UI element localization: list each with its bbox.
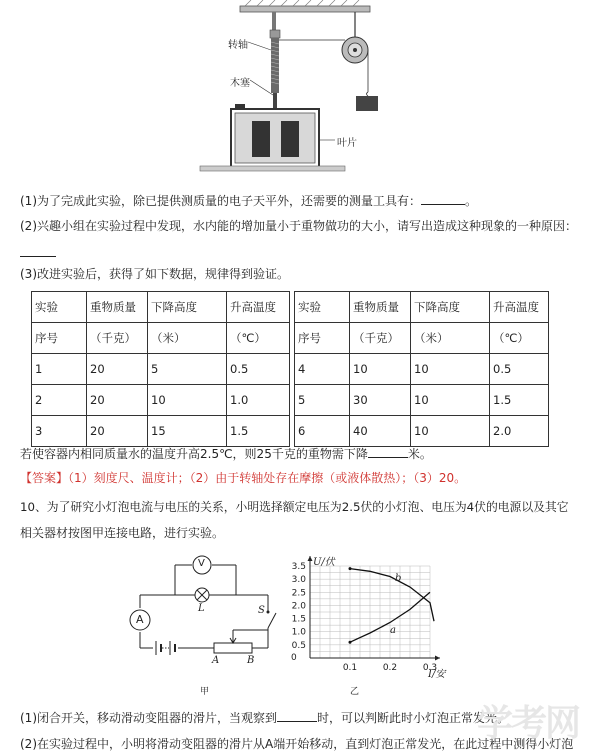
table-header-row: 实验 重物质量 下降高度 升高温度 实验 重物质量 下降高度 升高温度 <box>32 292 549 323</box>
question-10-1: (1)闭合开关，移动滑动变阻器的滑片，当观察到 时，可以判断此时小灯泡正常发光。 <box>20 711 510 725</box>
y-tick-label: 3.0 <box>291 575 306 586</box>
terminal-a-label: A <box>212 655 220 666</box>
curve-a-label: a <box>390 625 396 636</box>
x-axis-arrow <box>435 656 440 661</box>
curve-b-label: b <box>395 573 402 584</box>
question-10-2: (2)在实验过程中，小明将滑动变阻器的滑片从A端开始移动，直到灯泡正常发光，在此过程中测得小灯泡 <box>20 737 574 751</box>
graph-xlabel: I/安 <box>428 669 446 680</box>
question-2: (2)兴趣小组在实验过程中发现，水内能的增加量小于重物做功的大小，请写出造成这种现象的一种原因： <box>20 219 578 233</box>
question-3: (3)改进实验后，获得了如下数据，规律得到验证。 <box>20 267 289 281</box>
blade-label: 叶片 <box>337 138 357 149</box>
terminal-b-label: B <box>247 655 255 666</box>
x-tick-label: 0.1 <box>342 663 358 673</box>
voltmeter-label: V <box>198 558 205 569</box>
circuit-caption: 甲 <box>200 687 210 697</box>
y-tick-label: 2.0 <box>291 601 306 612</box>
answer-blank <box>20 246 56 257</box>
y-tick-label: 2.5 <box>291 588 306 599</box>
battery-icon <box>156 641 175 655</box>
y-tick-label: 3.5 <box>291 562 306 572</box>
y-tick-label: 1.5 <box>291 614 306 625</box>
table-row: 1 20 5 0.5 4 10 10 0.5 <box>32 354 549 385</box>
lamp-label: L <box>198 603 205 614</box>
answer-line: 【答案】（1）刻度尺、温度计；（2）由于转轴处存在摩擦（或液体散热）；（3）20。 <box>20 471 467 485</box>
graph-caption: 乙 <box>350 687 360 697</box>
ammeter-label: A <box>136 613 144 626</box>
y-tick-label: 0.5 <box>291 640 306 651</box>
switch-label: S <box>258 605 265 616</box>
table-row: 3 20 15 1.5 6 40 10 2.0 <box>32 416 549 447</box>
ui-graph <box>268 550 448 690</box>
series-point-b <box>349 567 352 570</box>
question-1: (1)为了完成此实验，除已提供测质量的电子天平外，还需要的测量工具有： 。 <box>20 194 478 208</box>
series-point-a <box>349 641 352 644</box>
question-10-line-1: 10、为了研究小灯泡电流与电压的关系，小明选择额定电压为2.5伏的小灯泡、电压为4伏的电源以及其它 <box>20 500 569 514</box>
axis-label: 转轴 <box>228 40 248 51</box>
plug-label: 木塞 <box>230 78 250 89</box>
x-tick-label: 0.3 <box>422 663 438 673</box>
data-table <box>31 291 549 447</box>
answer-blank <box>421 192 465 205</box>
question-10-line-2: 相关器材按图甲连接电路，进行实验。 <box>20 526 225 540</box>
series-line-b <box>350 569 434 622</box>
table-header-row: 序号 （千克） （米） （℃） 序号 （千克） （米） （℃） <box>32 323 549 354</box>
answer-blank <box>368 445 408 458</box>
question-3-followup: 若使容器内相同质量水的温度升高2.5℃，则25千克的重物需下降 米。 <box>20 447 432 461</box>
x-tick-label: 0.2 <box>382 663 398 673</box>
y-axis-arrow <box>308 556 313 561</box>
watermark-logo: 学考网 <box>476 703 579 744</box>
graph-origin: 0 <box>291 653 297 663</box>
rheostat-icon <box>214 643 252 653</box>
y-tick-label: 1.0 <box>291 627 306 638</box>
graph-ylabel: U/伏 <box>313 557 335 568</box>
table-row: 2 20 10 1.0 5 30 10 1.5 <box>32 385 549 416</box>
answer-blank <box>277 709 317 722</box>
